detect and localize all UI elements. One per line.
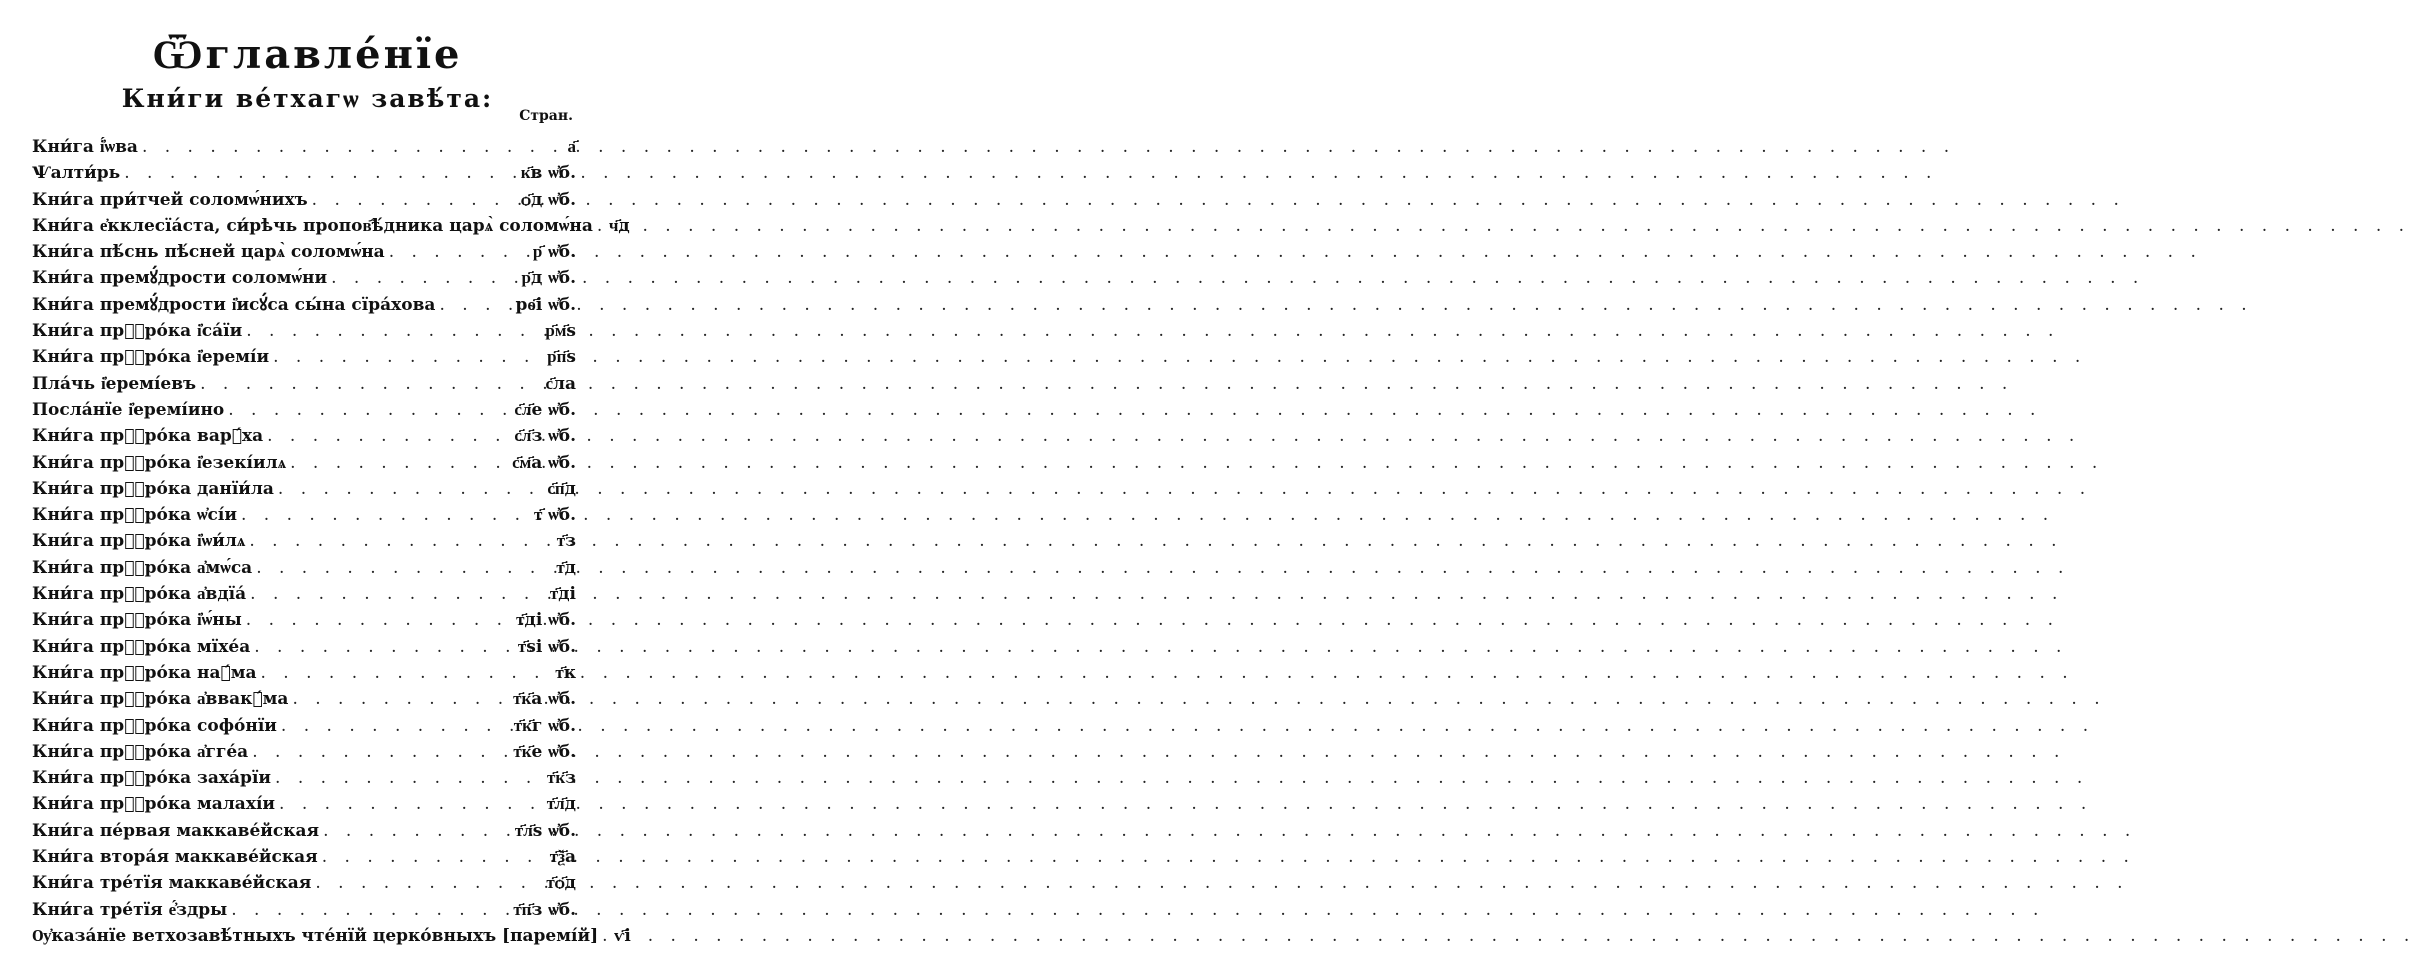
toc-entry — [32, 555, 576, 581]
toc-entry — [32, 897, 576, 923]
toc-entry-page: р҃д ѡ҆б. — [521, 268, 576, 289]
dot-leader — [290, 450, 508, 476]
toc-entry-page: т҃к҃г ѡ҆б. — [513, 715, 576, 736]
dot-leader — [278, 476, 543, 502]
toc-entry-title: Кни́га прⷪ҇ро́ка мїхе́а — [32, 636, 251, 657]
toc-entry-page: с҃п҃д — [547, 478, 576, 499]
toc-entry-page: т҃л҃д — [546, 794, 576, 815]
toc-entry — [32, 844, 576, 870]
toc-entry-title: Кни́га премꙋ́дрости соломѡ́ни — [32, 268, 328, 289]
toc-entry-title: Кни́га прⷪ҇ро́ка ѡ҆сі́и — [32, 505, 237, 526]
toc-entry-title: Кни́га прⷪ҇ро́ка наꙋ́ма — [32, 662, 257, 683]
toc-entry-title: Кни́га тре́тїя маккаве́йская — [32, 873, 312, 894]
toc-entry-title: Кни́га прⷪ҇ро́ка і҆ѡи́лѧ — [32, 531, 246, 552]
toc-entry-title: Кни́га прⷪ҇ро́ка варꙋ́ха — [32, 426, 264, 447]
toc-entry — [32, 213, 630, 239]
toc-entry-page: р҃ ѡ҆б. — [532, 242, 576, 263]
toc-entry-page: т҃ѕі ѡ҆б. — [517, 636, 576, 657]
dot-leader — [252, 739, 509, 765]
toc-entry-title: Кни́га прⷪ҇ро́ка софо́нїи — [32, 715, 277, 736]
toc-entry — [32, 450, 576, 476]
page-column-header: Стран. — [519, 108, 573, 124]
toc-entry-title: Ѹ҆каза́нїе ветхозавѣ́тныхъ чте́нїй церко́вныхъ [паремі́й] — [32, 925, 599, 946]
toc-entry-page: т҃ді ѡ҆б. — [516, 610, 576, 631]
dot-leader — [246, 607, 512, 633]
toc-entry-title: Кни́га прⷪ҇ро́ка і҆са́їи — [32, 321, 243, 342]
dot-leader — [241, 502, 530, 528]
dot-leader — [597, 213, 605, 239]
toc-entry-title: Пла́чь і҆еремі́евъ — [32, 373, 197, 394]
toc-entry-page: ѵ҃і — [614, 925, 631, 946]
toc-entry — [32, 686, 576, 712]
toc-entry — [32, 265, 576, 291]
dot-leader — [389, 239, 529, 265]
dot-leader — [331, 265, 517, 291]
toc-entry-title: Кни́га пѣ́снь пѣ́сней царѧ̀ соломѡ́на — [32, 242, 385, 263]
toc-entry-page: т҃к — [555, 662, 576, 683]
toc-entry-title: Кни́га втора́я маккаве́йская — [32, 847, 318, 868]
toc-entry-page: т҃д — [556, 557, 576, 578]
toc-entry-page: т҃к҃з — [547, 768, 576, 789]
toc-entry — [32, 581, 576, 607]
toc-entry — [32, 318, 576, 344]
toc-entry-page: т҃ді — [549, 584, 576, 605]
dot-leader — [322, 844, 546, 870]
toc-entry-page: т҃л҃ѕ ѡ҆б. — [514, 820, 576, 841]
toc-entry-page: с҃л҃е ѡ҆б. — [514, 399, 576, 420]
dot-leader — [275, 765, 543, 791]
toc-entry-page: с҃м҃а ѡ҆б. — [512, 452, 576, 473]
table-of-contents — [32, 134, 631, 949]
toc-entry-title: Кни́га прⷪ҇ро́ка заха́рїи — [32, 768, 272, 789]
toc-entry-page: т҃к҃а ѡ҆б. — [513, 689, 576, 710]
toc-entry-title: Кни́га тре́тїя е҆́здры — [32, 899, 228, 920]
toc-entry-page: т҃ѻ҃д — [546, 873, 576, 894]
toc-entry-title: Кни́га премꙋ́дрости і҆исꙋ́са сы́на сїра́хова — [32, 294, 436, 315]
toc-entry-title: Кни́га пе́рвая маккаве́йская — [32, 820, 320, 841]
toc-entry — [32, 476, 576, 502]
toc-entry-page: т҃п҃з ѡ҆б. — [513, 899, 576, 920]
toc-entry-title: Кни́га прⷪ҇ро́ка і҆еремі́и — [32, 347, 270, 368]
toc-entry-title: Кни́га при́тчей соломѡ́нихъ — [32, 189, 308, 210]
dot-leader — [323, 818, 511, 844]
dot-leader — [231, 897, 509, 923]
toc-entry-title: Кни́га прⷪ҇ро́ка данїи́ла — [32, 478, 274, 499]
toc-entry — [32, 660, 576, 686]
toc-entry-title: Кни́га прⷪ҇ро́ка і҆ѡ́ны — [32, 610, 242, 631]
toc-entry-title: Кни́га прⷪ҇ро́ка а҆вдїа́ — [32, 584, 247, 605]
toc-entry-title: Кни́га прⷪ҇ро́ка а҆мѡ́са — [32, 557, 253, 578]
toc-entry-page: с҃л҃з ѡ҆б. — [514, 426, 576, 447]
toc-entry — [32, 344, 576, 370]
dot-leader — [439, 292, 511, 318]
dot-leader — [273, 344, 543, 370]
toc-entry-title: Кни́га і҆́ѡва — [32, 137, 138, 157]
dot-leader — [256, 555, 552, 581]
dot-leader — [246, 318, 541, 344]
toc-entry-page: р҃м҃ѕ — [545, 321, 576, 342]
dot-leader — [292, 686, 509, 712]
toc-entry-page: ѻ҃д ѡ҆б. — [521, 189, 576, 210]
toc-entry — [32, 134, 576, 160]
toc-entry — [32, 870, 576, 896]
toc-entry — [32, 634, 576, 660]
dot-leader — [254, 634, 514, 660]
toc-entry-page: а҃ — [567, 137, 576, 157]
toc-entry — [32, 739, 576, 765]
toc-entry — [32, 502, 576, 528]
dot-leader — [312, 187, 517, 213]
toc-entry — [32, 607, 576, 633]
dot-leader — [267, 423, 510, 449]
toc-entry — [32, 528, 576, 554]
toc-entry — [32, 713, 576, 739]
page-title: Ѿглавле́нїе — [152, 31, 463, 78]
dot-leader — [315, 870, 542, 896]
toc-entry-title: Кни́га прⷪ҇ро́ка а҆ввакꙋ́ма — [32, 689, 289, 710]
toc-entry — [32, 765, 576, 791]
toc-entry-page: к҃в ѡ҆б. — [520, 163, 576, 184]
dot-leader — [142, 134, 564, 160]
toc-page — [0, 0, 631, 972]
toc-entry-page: т҃к҃е ѡ҆б. — [513, 741, 576, 762]
toc-entry-page: рѳ҃і ѡ҆б. — [515, 294, 576, 315]
dot-leader — [200, 371, 541, 397]
dot-leader — [228, 397, 510, 423]
toc-entry — [32, 423, 576, 449]
toc-entry — [32, 292, 576, 318]
toc-entry-title: Кни́га прⷪ҇ро́ка а҆гге́а — [32, 741, 249, 762]
toc-entry-title: Кни́га прⷪ҇ро́ка малахі́и — [32, 794, 276, 815]
page-subtitle: Кни́ги ве́тхагѡ завѣ́та: — [121, 84, 494, 113]
toc-entry — [32, 371, 576, 397]
dot-leader — [249, 528, 552, 554]
toc-entry-title: Посла́нїе і҆еремі́ино — [32, 399, 225, 420]
dot-leader — [124, 160, 516, 186]
toc-entry — [32, 187, 576, 213]
dot-leader — [602, 923, 610, 949]
toc-entry-page: т҃ѯ҃а — [549, 847, 576, 868]
dot-leader — [281, 713, 510, 739]
toc-entry-page: р҃п҃ѕ — [547, 347, 576, 368]
dot-leader — [279, 791, 543, 817]
toc-entry — [32, 791, 576, 817]
dot-leader — [250, 581, 546, 607]
toc-entry-title: Кни́га е҆кклесїа́ста, си́рѣчь пропов҄ѣ́дника царѧ̀ соломѡ́на — [32, 215, 593, 236]
dot-leader — [260, 660, 551, 686]
toc-entry-title: Кни́га прⷪ҇ро́ка і҆езекі́илѧ — [32, 452, 287, 473]
toc-entry — [32, 923, 631, 949]
toc-entry — [32, 397, 576, 423]
toc-entry — [32, 160, 576, 186]
toc-entry-page: т҃з — [556, 531, 576, 552]
toc-entry-page: т҃ ѡ҆б. — [533, 505, 576, 526]
toc-entry — [32, 239, 576, 265]
toc-entry-title: Ѱалти́рь — [32, 163, 121, 184]
toc-entry-page: ч҃д — [608, 215, 630, 236]
toc-entry-page: с҃ла — [545, 373, 576, 394]
toc-entry — [32, 818, 576, 844]
